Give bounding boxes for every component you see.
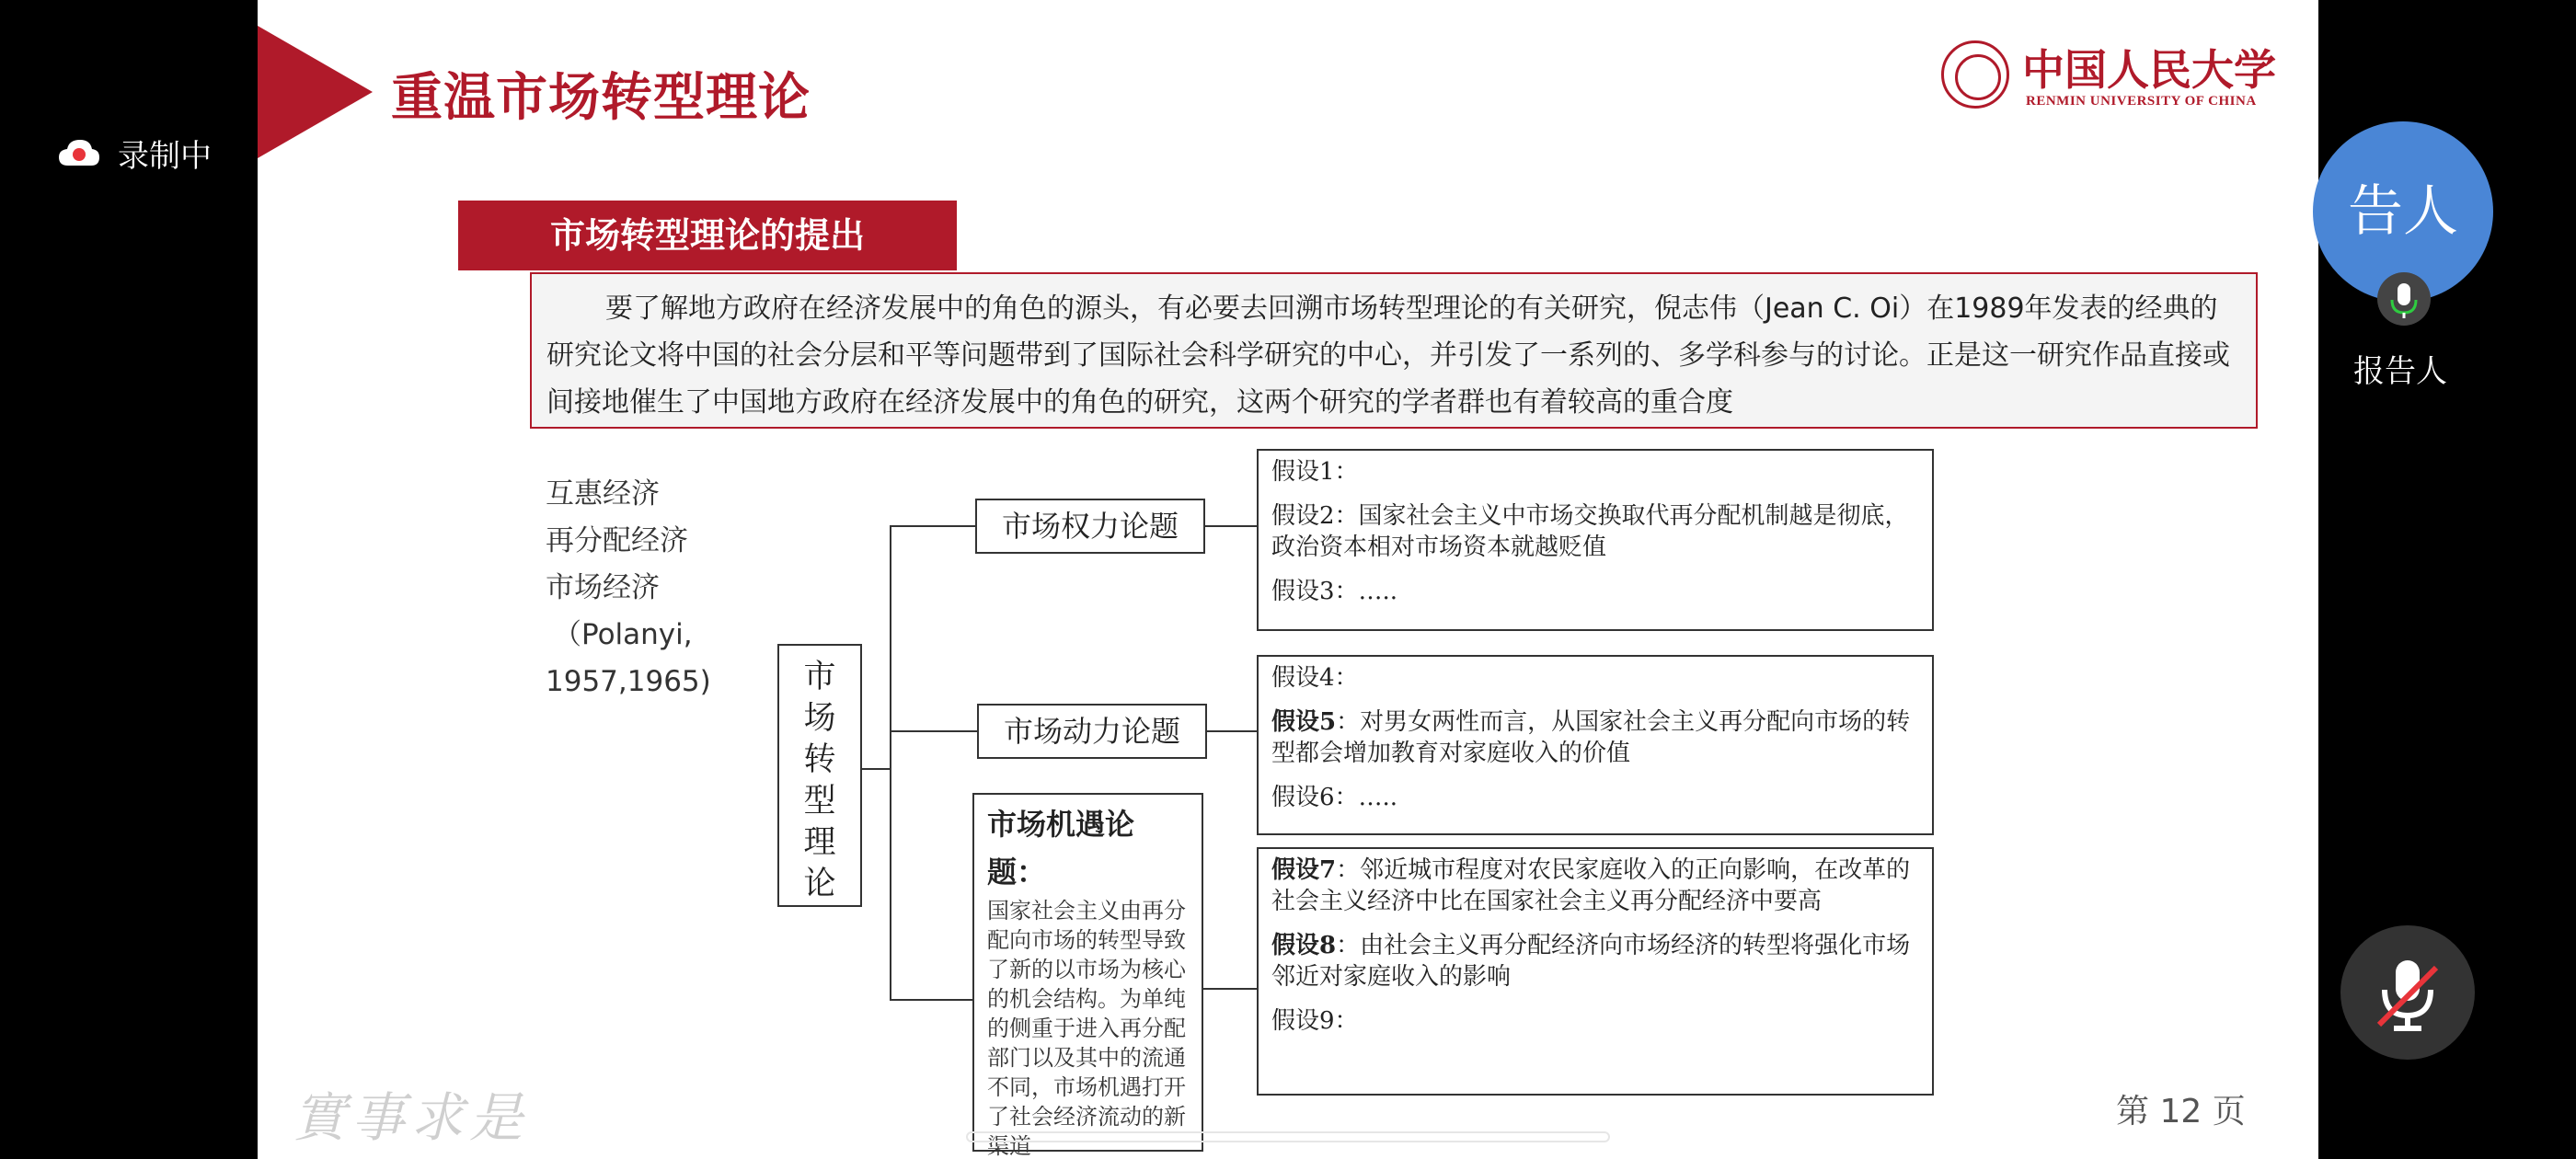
- list-item: 市场经济: [546, 571, 660, 604]
- section-header: [458, 201, 957, 270]
- slide-title: 重温市场转型理论: [391, 68, 811, 128]
- opportunity-title: 市场机遇论题：: [987, 807, 1135, 889]
- economy-types-list: [546, 471, 748, 706]
- hypothesis: 假设6：…..: [1271, 784, 1398, 811]
- mic-muted-icon: [2340, 925, 2475, 1060]
- connector-hyp2: [1207, 730, 1257, 732]
- market-opportunity-thesis: [972, 793, 1203, 1159]
- hypothesis: 假设3：…..: [1271, 578, 1398, 605]
- hypotheses-group-3: [1257, 847, 1934, 1096]
- connector-theme3: [890, 999, 972, 1001]
- market-incentive-thesis: 市场动力论题: [977, 704, 1207, 759]
- hypothesis: 假设1：: [1271, 458, 1359, 486]
- hypotheses-group-2: [1257, 655, 1934, 835]
- hypotheses-group-1: [1257, 449, 1934, 631]
- slide: [258, 0, 2318, 1159]
- connector-hyp3: [1203, 988, 1257, 990]
- logo-english-name: RENMIN UNIVERSITY OF CHINA: [2026, 94, 2257, 109]
- recording-status: 录制中: [118, 138, 212, 175]
- hypothesis: 假设7：邻近城市程度对农民家庭收入的正向影响，在改革的社会主义经济中比在国家社会主义再分配经济中要高: [1271, 856, 1911, 915]
- speaker-avatar[interactable]: 告人: [2313, 121, 2493, 302]
- section-title: 市场转型理论的提出: [549, 215, 865, 256]
- speaker-name: 报告人: [2353, 353, 2447, 390]
- mute-toggle-button[interactable]: [2340, 925, 2475, 1060]
- logo-chinese-name: 中国人民大学: [2022, 45, 2276, 95]
- market-transition-theory-box: 市 场 转 型 理 论: [777, 644, 862, 907]
- page-number: 第 12 页: [2116, 1093, 2246, 1130]
- list-item: 再分配经济: [546, 524, 688, 557]
- mic-active-icon: [2377, 272, 2431, 326]
- hypothesis: 假设4：: [1271, 664, 1359, 692]
- hypothesis: 假设9：: [1271, 1007, 1359, 1035]
- connector-theme2: [890, 730, 977, 732]
- list-item: 1957,1965): [546, 665, 711, 698]
- hypothesis: 假设8：由社会主义再分配经济向市场经济的转型将强化市场邻近对家庭收入的影响: [1271, 932, 1911, 991]
- intro-paragraph: 要了解地方政府在经济发展中的角色的源头，有必要去回溯市场转型理论的有关研究，倪志伟（Jean C. Oi）在1989年发表的经典的研究论文将中国的社会分层和平等问题带到了国际社会科学研究的中心，并引发了一系列的、多学科参与的讨论。正是这一研究作品直接或间接地催生了中国地方政府在经济发展中的角色的研究，这两个研究的学者群也有着较高的重合度: [530, 272, 2258, 429]
- title-arrow-decoration: [258, 26, 373, 158]
- university-logo: [1941, 37, 2291, 120]
- connector-root-out: [862, 768, 890, 770]
- market-power-thesis: 市场权力论题: [975, 499, 1205, 554]
- list-item: （Polanyi,: [553, 618, 693, 651]
- opportunity-body: 国家社会主义由再分配向市场的转型导致了新的以市场为核心的机会结构。为单纯的侧重于进入再分配部门以及其中的流通不同，市场机遇打开了社会经济流动的新渠道: [987, 898, 1186, 1159]
- cloud-record-icon: [57, 138, 101, 167]
- connector-hyp1: [1205, 525, 1257, 527]
- horizontal-scrollbar[interactable]: [966, 1131, 1610, 1142]
- hypothesis: 假设2：国家社会主义中市场交换取代再分配机制越是彻底，政治资本相对市场资本就越贬值: [1271, 502, 1909, 561]
- connector-trunk: [890, 525, 891, 1000]
- hypothesis: 假设5：对男女两性而言，从国家社会主义再分配向市场的转型都会增加教育对家庭收入的价值: [1271, 708, 1911, 767]
- list-item: 互惠经济: [546, 477, 660, 511]
- university-seal-icon: [1941, 40, 2009, 109]
- motto-watermark: 實事求是: [293, 1086, 529, 1149]
- connector-theme1: [890, 525, 975, 527]
